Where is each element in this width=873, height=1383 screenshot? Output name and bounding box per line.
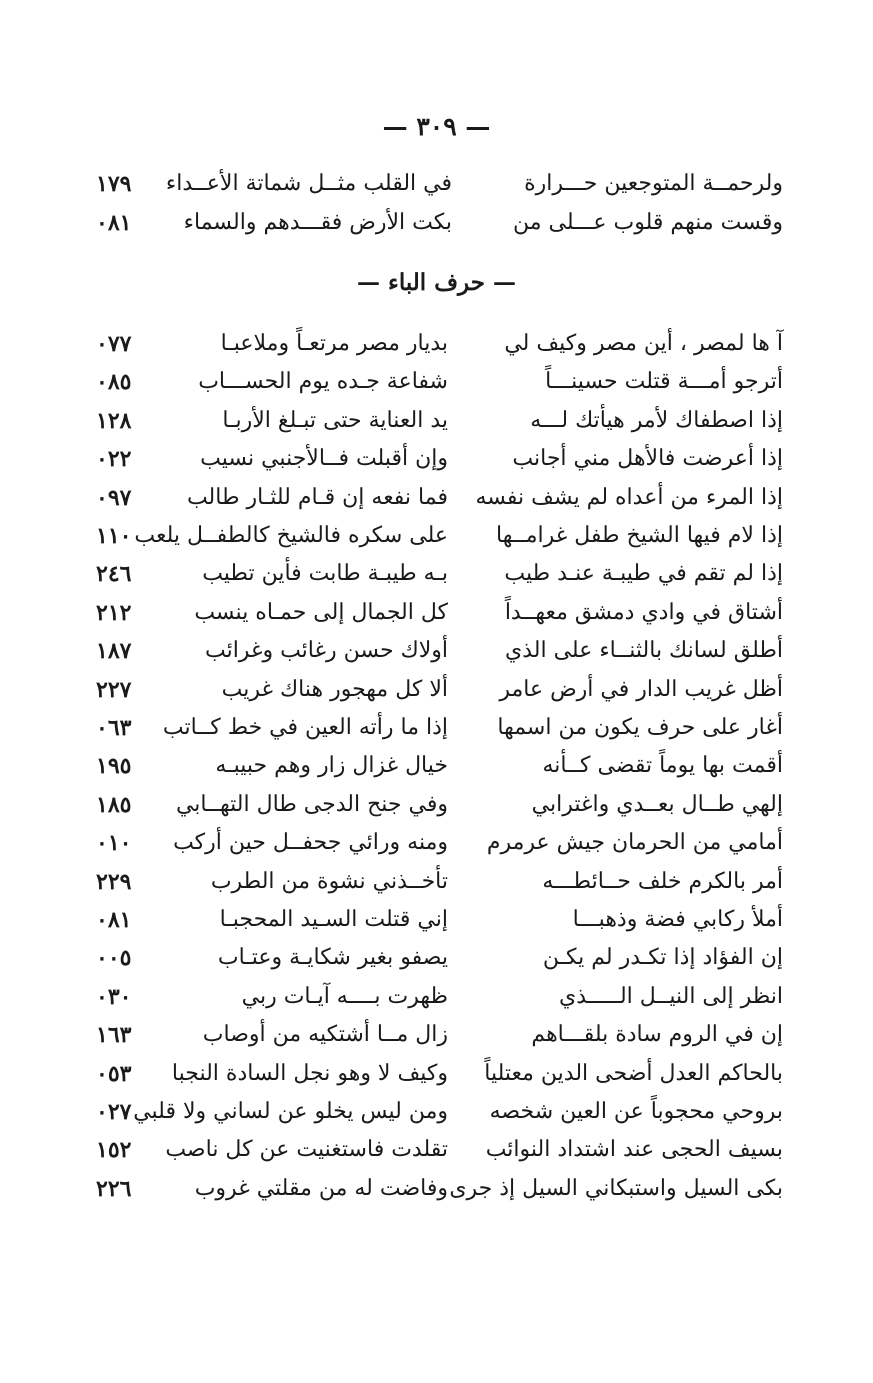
verse-first-hemistich: إذا اصطفاك لأمر هيأتك لـــه	[530, 407, 783, 433]
verse-row	[0, 670, 873, 710]
verse-second-hemistich: خيال غزال زار وهم حبيبـه	[215, 753, 448, 779]
verse-second-hemistich: شفاعة جـده يوم الحســـاب	[198, 369, 448, 395]
verse-first-hemistich: أطلق لسانك بالثنــاء على الذي	[505, 638, 783, 664]
verse-second-hemistich: وكيف لا وهو نجل السادة النجبا	[171, 1060, 448, 1086]
verse-second-hemistich: في القلب مثــل شماتة الأعــداء	[165, 171, 452, 196]
verse-second-hemistich: فما نفعه إن قـام للثـار طالب	[186, 484, 448, 510]
verse-second-hemistich: وفاضت له من مقلتي غروب	[194, 1175, 448, 1201]
verse-row	[0, 554, 873, 594]
verse-second-hemistich: ظهرت بــــه آيـات ربي	[241, 983, 448, 1009]
verse-row	[0, 1130, 873, 1170]
verse-reference-number: ٠٧٧	[96, 331, 132, 357]
verse-row	[0, 977, 873, 1017]
verse-second-hemistich: إذا ما رأته العين في خط كــاتب	[162, 715, 448, 740]
verse-reference-number: ٠٥٣	[96, 1060, 132, 1087]
verse-row	[0, 785, 873, 825]
verse-second-hemistich: وفي جنح الدجى طال التهــابي	[175, 791, 448, 817]
verse-reference-number: ٢٢٦	[96, 1175, 132, 1202]
verse-row	[0, 439, 873, 479]
verse-first-hemistich: إذا لام فيها الشيخ طفل غرامــها	[495, 523, 783, 548]
verse-reference-number: ١٥٢	[96, 1137, 132, 1164]
verse-second-hemistich: وإن أقبلت فــالأجنبي نسيب	[200, 446, 448, 472]
verse-reference-number: ٠٨١	[96, 907, 132, 933]
verse-row	[0, 900, 873, 940]
verse-reference-number: ٢٢٧	[96, 676, 132, 703]
verse-first-hemistich: إذا لم تقم في طيبـة عنـد طيب	[504, 561, 783, 587]
verse-first-hemistich: إذا المرء من أعداه لم يشف نفسه	[475, 484, 783, 510]
verse-row	[0, 631, 873, 671]
verse-reference-number: ٠٩٧	[96, 484, 132, 511]
verse-reference-number: ١٦٣	[96, 1022, 132, 1049]
verse-first-hemistich: إن في الروم سادة بلقـــاهم	[531, 1022, 783, 1048]
verse-reference-number: ٠٢٧	[96, 1099, 132, 1125]
page-number: — ٣٠٩ —	[382, 112, 491, 141]
verse-reference-number: ١٨٧	[96, 638, 132, 665]
verse-reference-number: ٠٢٢	[96, 446, 132, 473]
verse-second-hemistich: أولاك حسن رغائب وغرائب	[204, 638, 448, 664]
verse-reference-number: ٠٨٥	[96, 369, 132, 396]
verse-second-hemistich: ومن ليس يخلو عن لساني ولا قلبي	[133, 1099, 448, 1124]
verse-first-hemistich: إلهي طــال بعــدي واغترابي	[531, 791, 783, 817]
verse-reference-number: ١٨٥	[96, 791, 132, 818]
verse-first-hemistich: أترجو أمـــة قتلت حسينـــاً	[545, 369, 783, 395]
verse-reference-number: ٢٤٦	[96, 561, 132, 588]
verse-second-hemistich: على سكره فالشيخ كالطفــل يلعب	[134, 523, 448, 548]
verse-first-hemistich: أقمت بها يوماً تقضى كــأنه	[542, 753, 783, 779]
section-heading: — حرف الباء —	[357, 269, 516, 296]
verse-first-hemistich: بكى السيل واستبكاني السيل إذ جرى	[449, 1175, 783, 1201]
verse-reference-number: ٠٠٥	[96, 945, 132, 972]
verse-row	[0, 203, 873, 243]
verse-row	[0, 1054, 873, 1094]
verse-reference-number: ١٩٥	[96, 753, 132, 780]
verse-row	[0, 1015, 873, 1055]
verse-first-hemistich: بسيف الحجى عند اشتداد النوائب	[485, 1137, 783, 1163]
verse-first-hemistich: أمامي من الحرمان جيش عرمرم	[486, 830, 783, 856]
verse-first-hemistich: وقست منهم قلوب عـــلى من	[512, 210, 783, 235]
verse-second-hemistich: ألا كل مهجور هناك غريب	[221, 676, 448, 702]
verse-row	[0, 938, 873, 978]
verse-first-hemistich: أغار على حرف يكون من اسمها	[497, 715, 783, 740]
verse-row	[0, 164, 873, 204]
verse-row	[0, 823, 873, 863]
verse-first-hemistich: إن الفؤاد إذا تكـدر لم يكـن	[542, 945, 783, 971]
verse-second-hemistich: ومنه ورائي جحفــل حين أركب	[173, 830, 448, 856]
verse-second-hemistich: بـه طيبـة طابت فأين تطيب	[202, 561, 448, 587]
verse-second-hemistich: إني قتلت السـيد المحجبـا	[219, 907, 448, 932]
verse-reference-number: ٠٨١	[96, 210, 132, 236]
verse-reference-number: ٢١٢	[96, 599, 132, 626]
verse-row	[0, 401, 873, 441]
verse-first-hemistich: أشتاق في وادي دمشق معهــداً	[504, 599, 783, 625]
verse-second-hemistich: تأخــذني نشوة من الطرب	[210, 868, 448, 894]
verse-second-hemistich: كل الجمال إلى حمـاه ينسب	[194, 599, 448, 625]
verse-row	[0, 362, 873, 402]
verse-row	[0, 478, 873, 518]
verse-first-hemistich: بالحاكم العدل أضحى الدين معتلياً	[484, 1060, 783, 1086]
verse-first-hemistich: إذا أعرضت فالأهل مني أجانب	[512, 446, 783, 472]
verse-row	[0, 593, 873, 633]
verse-row	[0, 862, 873, 902]
verse-reference-number: ٢٢٩	[96, 868, 132, 895]
verse-first-hemistich: بروحي محجوباً عن العين شخصه	[489, 1099, 783, 1124]
verse-first-hemistich: أمر بالكرم خلف حــائطـــه	[542, 868, 783, 894]
verse-row	[0, 516, 873, 556]
verse-reference-number: ٠٦٣	[96, 715, 132, 741]
verse-second-hemistich: تقلدت فاستغنيت عن كل ناصب	[165, 1137, 448, 1163]
verse-row	[0, 1092, 873, 1132]
verse-reference-number: ٠١٠	[96, 830, 132, 857]
verse-second-hemistich: يصفو بغير شكايـة وعتـاب	[217, 945, 448, 971]
verse-row	[0, 746, 873, 786]
verse-second-hemistich: زال مــا أشتكيه من أوصاب	[202, 1022, 448, 1048]
verse-first-hemistich: آ ها لمصر ، أين مصر وكيف لي	[504, 331, 783, 356]
verse-row	[0, 324, 873, 364]
verse-first-hemistich: أملأ ركابي فضة وذهبـــا	[572, 907, 783, 932]
verse-row	[0, 708, 873, 748]
verse-reference-number: ١٧٩	[96, 171, 132, 197]
verse-second-hemistich: بديار مصر مرتعـاً وملاعبـا	[220, 331, 448, 356]
verse-first-hemistich: أظل غريب الدار في أرض عامر	[499, 676, 783, 702]
verse-second-hemistich: يد العناية حتى تبـلغ الأربـا	[222, 407, 448, 433]
verse-reference-number: ١١٠	[96, 523, 132, 549]
verse-second-hemistich: بكت الأرض فقـــدهم والسماء	[183, 210, 452, 235]
verse-reference-number: ١٢٨	[96, 407, 132, 434]
verse-row	[0, 1169, 873, 1209]
verse-first-hemistich: ولرحمــة المتوجعين حـــرارة	[524, 171, 783, 196]
verse-reference-number: ٠٣٠	[96, 983, 132, 1010]
verse-first-hemistich: انظر إلى النيــل الـــــذي	[558, 983, 783, 1009]
